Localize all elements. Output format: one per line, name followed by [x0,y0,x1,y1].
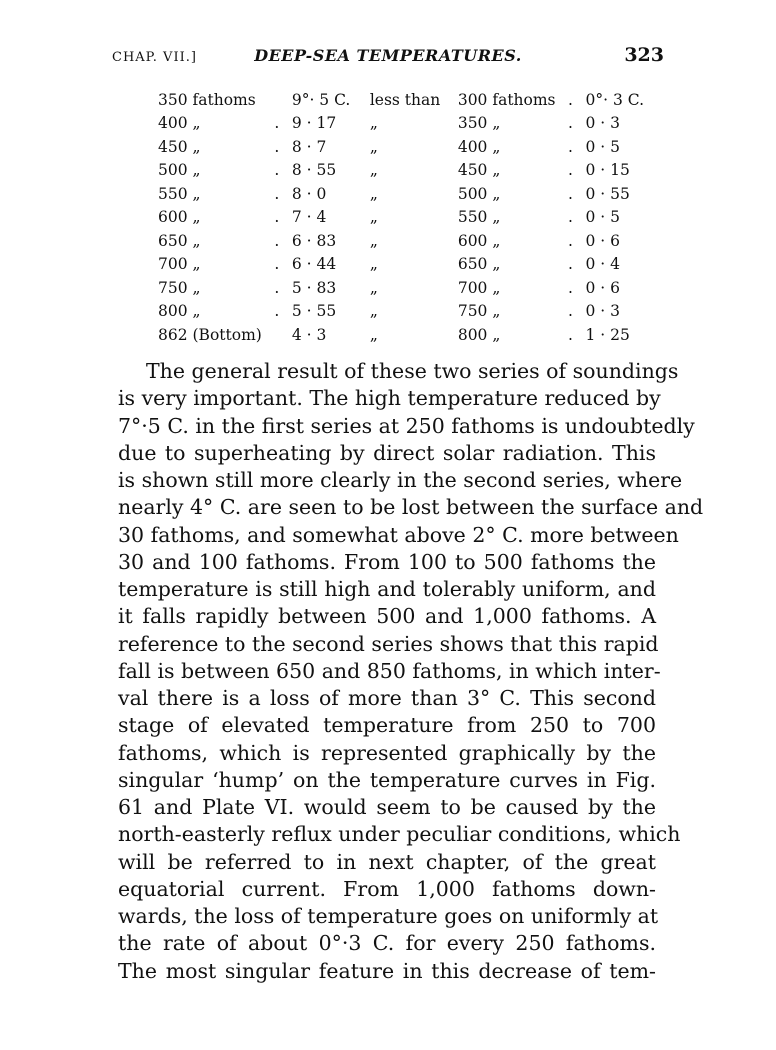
table-cell-temp2: 0 · 6 [585,278,621,297]
text-line: stage of elevated temperature from 250 to 700 [118,713,656,738]
table-row [158,206,646,230]
table-cell-dot1: . [274,184,280,203]
table-cell-dot2: . [568,255,573,274]
text-line: is very important. The high temperature reduced by [118,386,661,411]
table-cell-depth2: 750 „ [457,302,501,321]
table-cell-depth1: 550 „ [158,184,201,203]
text-line: it falls rapidly between 500 and 1,000 fathoms. A [118,604,656,629]
table-cell-temp1: 6 · 83 [291,231,337,250]
table-cell-temp2: 1 · 25 [585,325,630,344]
table-cell-dot1: . [274,114,280,133]
running-header [112,44,664,74]
running-title: DEEP-SEA TEMPERATURES. [254,46,522,65]
page-number: 323 [624,44,664,66]
table-cell-temp1: 9 · 17 [291,114,337,133]
table-cell-depth2: 700 „ [457,278,501,297]
text-line: wards, the loss of temperature goes on uniformly at [118,904,659,928]
text-line: 61 and Plate VI. would seem to be caused by the [118,795,656,819]
table-cell-dot1: . [274,231,280,250]
table-cell-temp2: 0 · 15 [585,161,630,180]
table-cell-temp1: 5 · 83 [291,278,337,297]
text-line: 30 fathoms, and somewhat above 2° C. more between [118,522,679,547]
table-cell-less: „ [369,302,378,321]
text-line: the rate of about 0°·3 C. for every 250 fathoms. [118,931,656,956]
table-cell-less: „ [369,278,378,297]
table-cell-less: „ [369,255,378,274]
table-row [158,323,646,347]
table-cell-depth1: 400 „ [158,114,201,133]
temperature-table [158,88,646,347]
table-cell-dot2: . [568,278,573,297]
table-cell-dot1: . [274,161,280,180]
text-line: fathoms, which is represented graphically by the [118,740,656,765]
table-cell-depth1: 450 „ [158,137,201,156]
table-cell-temp1: 8 · 55 [291,161,337,180]
table-cell-dot1: . [274,302,280,321]
text-line: will be referred to in next chapter, of the great [118,849,656,874]
table-row [158,253,646,277]
temperature-table-body [158,88,646,347]
table-cell-dot2: . [568,90,573,109]
table-cell-less: „ [369,325,378,344]
table-cell-dot1 [262,88,292,112]
table-cell-temp1: 9°· 5 C. [291,90,351,109]
table-cell-temp2: 0°· 3 C. [585,90,645,109]
table-cell-temp1: 8 · 7 [291,137,327,156]
text-line: val there is a loss of more than 3° C. This second [118,686,656,710]
table-row [158,135,646,159]
table-cell-temp1: 5 · 55 [291,302,337,321]
table-cell-temp1: 7 · 4 [291,208,327,227]
text-line: north-easterly reflux under peculiar conditions, which [118,822,681,847]
table-cell-depth1: 650 „ [158,231,201,250]
text-line: 7°·5 C. in the first series at 250 fathoms is undoubtedly [118,413,695,438]
table-cell-depth2: 550 „ [457,208,501,227]
table-cell-depth1: 862 (Bottom) [158,325,262,344]
table-cell-dot1: . [274,255,280,274]
table-cell-depth1: 700 „ [158,255,201,274]
table-cell-less: „ [369,161,378,180]
text-line: due to superheating by direct solar radiation. This [118,440,656,465]
text-line: is shown still more clearly in the second series, where [118,468,683,492]
table-cell-dot1: . [274,278,280,297]
table-cell-less: less than [369,90,441,109]
text-line: nearly 4° C. are seen to be lost between the surface and [118,495,704,520]
table-cell-depth1: 750 „ [158,278,201,297]
table-row [158,88,646,112]
table-cell-depth2: 800 „ [457,325,501,344]
text-line: fall is between 650 and 850 fathoms, in which inter- [118,658,661,683]
table-cell-temp2: 0 · 3 [585,114,621,133]
table-cell-depth2: 350 „ [457,114,501,133]
table-cell-temp1: 4 · 3 [291,325,327,344]
table-row [158,112,646,136]
table-cell-dot2: . [568,208,573,227]
table-cell-temp2: 0 · 6 [585,231,621,250]
table-cell-less: „ [369,114,378,133]
text-line: The most singular feature in this decrease of tem- [118,958,656,983]
table-cell-temp2: 0 · 3 [585,302,621,321]
table-cell-dot2: . [568,231,573,250]
table-cell-depth2: 400 „ [457,137,501,156]
table-cell-depth2: 650 „ [457,255,501,274]
table-cell-dot2: . [568,302,573,321]
table-cell-depth1: 500 „ [158,161,201,180]
table-cell-dot2: . [568,114,573,133]
text-line: temperature is still high and tolerably uniform, and [118,577,656,601]
table-cell-dot2: . [568,325,573,344]
table-cell-temp2: 0 · 4 [585,255,621,274]
table-cell-temp2: 0 · 5 [585,137,621,156]
table-cell-temp2: 0 · 5 [585,208,621,227]
table-cell-dot1 [262,323,292,347]
text-line: reference to the second series shows that this rapid [118,631,659,656]
table-cell-depth2: 450 „ [457,161,501,180]
table-cell-less: „ [369,208,378,227]
body-paragraph [118,358,704,985]
table-cell-depth1: 800 „ [158,302,201,321]
table-row [158,159,646,183]
table-cell-less: „ [369,231,378,250]
text-line: 30 and 100 fathoms. From 100 to 500 fathoms the [118,549,656,574]
table-cell-temp1: 6 · 44 [291,255,337,274]
table-cell-less: „ [369,137,378,156]
table-row [158,229,646,253]
table-cell-depth1: 350 fathoms [158,90,256,109]
table-cell-dot2: . [568,161,573,180]
table-cell-depth1: 600 „ [158,208,201,227]
text-line: The general result of these two series of soundings [146,359,679,383]
table-cell-temp1: 8 · 0 [291,184,327,203]
table-row [158,300,646,324]
table-cell-dot2: . [568,137,573,156]
text-line: equatorial current. From 1,000 fathoms down- [118,876,656,901]
table-cell-depth2: 500 „ [457,184,501,203]
table-row [158,276,646,300]
table-cell-dot1: . [274,208,280,227]
table-cell-temp2: 0 · 55 [585,184,630,203]
table-cell-dot1: . [274,137,280,156]
text-line: singular ‘hump’ on the temperature curves in Fig. [118,767,656,792]
table-row [158,182,646,206]
table-cell-depth2: 600 „ [457,231,501,250]
chapter-label: CHAP. VII.] [112,50,197,65]
table-cell-depth2: 300 fathoms [457,90,556,109]
table-cell-less: „ [369,184,378,203]
table-cell-dot2: . [568,184,573,203]
